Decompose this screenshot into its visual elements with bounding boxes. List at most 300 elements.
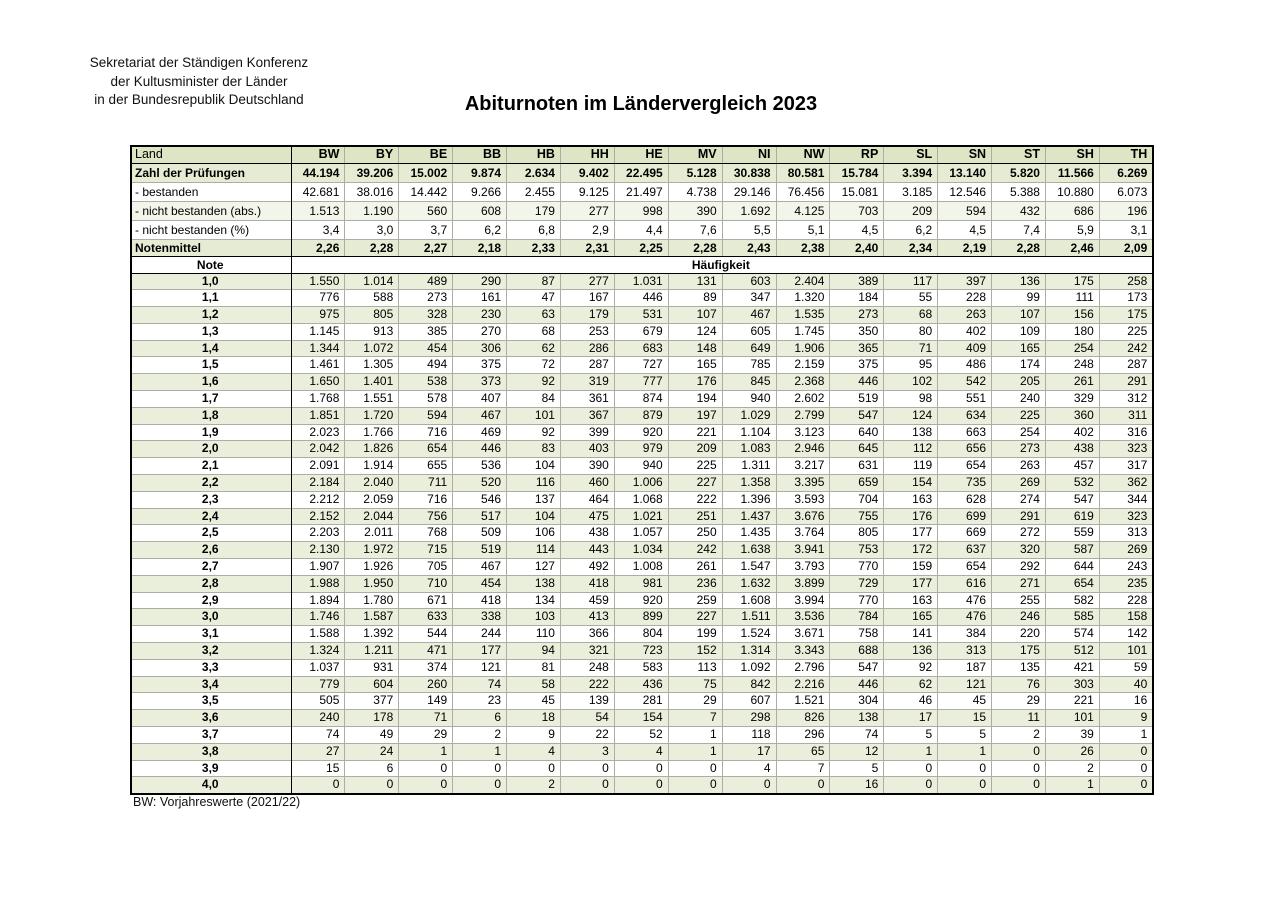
frequency-value-cell: 2: [992, 727, 1046, 744]
summary-value-cell: 39.206: [345, 163, 399, 182]
frequency-value-cell: 544: [399, 626, 453, 643]
note-label-cell: 1,0: [131, 273, 291, 290]
frequency-value-cell: 107: [668, 307, 722, 324]
frequency-value-cell: 476: [938, 609, 992, 626]
frequency-value-cell: 585: [1045, 609, 1099, 626]
frequency-value-cell: 879: [614, 407, 668, 424]
frequency-value-cell: 68: [507, 323, 561, 340]
frequency-value-cell: 124: [884, 407, 938, 424]
frequency-value-cell: 109: [992, 323, 1046, 340]
table-row: [131, 710, 1153, 727]
frequency-value-cell: 505: [291, 693, 345, 710]
frequency-value-cell: 1.401: [345, 374, 399, 391]
frequency-value-cell: 84: [507, 391, 561, 408]
note-label-cell: 1,5: [131, 357, 291, 374]
summary-value-cell: 5,5: [722, 220, 776, 239]
note-label-cell: 4,0: [131, 777, 291, 794]
frequency-value-cell: 124: [668, 323, 722, 340]
letterhead-line: in der Bundesrepublik Deutschland: [94, 92, 304, 107]
frequency-value-cell: 2.216: [776, 676, 830, 693]
summary-label-cell: Notenmittel: [131, 239, 291, 256]
frequency-value-cell: 347: [722, 290, 776, 307]
summary-value-cell: 2,46: [1045, 239, 1099, 256]
frequency-value-cell: 5: [830, 760, 884, 777]
frequency-value-cell: 587: [1045, 542, 1099, 559]
summary-value-cell: 9.874: [453, 163, 507, 182]
frequency-value-cell: 438: [560, 525, 614, 542]
frequency-value-cell: 329: [1045, 391, 1099, 408]
frequency-value-cell: 1: [668, 727, 722, 744]
frequency-value-cell: 117: [884, 273, 938, 290]
frequency-value-cell: 0: [453, 777, 507, 794]
note-label-cell: 1,7: [131, 391, 291, 408]
frequency-value-cell: 163: [884, 491, 938, 508]
summary-value-cell: 30.838: [722, 163, 776, 182]
table-row: [131, 391, 1153, 408]
frequency-value-cell: 413: [560, 609, 614, 626]
summary-value-cell: 3,1: [1099, 220, 1153, 239]
frequency-value-cell: 290: [453, 273, 507, 290]
frequency-value-cell: 1.305: [345, 357, 399, 374]
state-code-cell: ST: [992, 146, 1046, 163]
frequency-value-cell: 649: [722, 340, 776, 357]
frequency-value-cell: 0: [1099, 743, 1153, 760]
frequency-value-cell: 236: [668, 575, 722, 592]
frequency-value-cell: 87: [507, 273, 561, 290]
summary-value-cell: 2,28: [992, 239, 1046, 256]
frequency-value-cell: 174: [992, 357, 1046, 374]
frequency-value-cell: 975: [291, 307, 345, 324]
summary-value-cell: 594: [938, 201, 992, 220]
frequency-value-cell: 711: [399, 475, 453, 492]
frequency-value-cell: 633: [399, 609, 453, 626]
note-label-cell: 2,0: [131, 441, 291, 458]
frequency-value-cell: 136: [884, 643, 938, 660]
frequency-value-cell: 776: [291, 290, 345, 307]
frequency-value-cell: 1.550: [291, 273, 345, 290]
frequency-value-cell: 175: [992, 643, 1046, 660]
frequency-value-cell: 804: [614, 626, 668, 643]
frequency-value-cell: 136: [992, 273, 1046, 290]
note-label-cell: 1,9: [131, 424, 291, 441]
frequency-value-cell: 321: [560, 643, 614, 660]
frequency-value-cell: 0: [992, 760, 1046, 777]
summary-label-cell: Zahl der Prüfungen: [131, 163, 291, 182]
table-row: [131, 491, 1153, 508]
summary-value-cell: 15.784: [830, 163, 884, 182]
summary-value-cell: 9.402: [560, 163, 614, 182]
frequency-value-cell: 303: [1045, 676, 1099, 693]
summary-value-cell: 9.266: [453, 182, 507, 201]
summary-value-cell: 686: [1045, 201, 1099, 220]
frequency-value-cell: 26: [1045, 743, 1099, 760]
frequency-value-cell: 654: [938, 458, 992, 475]
frequency-value-cell: 519: [453, 542, 507, 559]
frequency-value-cell: 1.894: [291, 592, 345, 609]
frequency-value-cell: 1.008: [614, 559, 668, 576]
frequency-value-cell: 634: [938, 407, 992, 424]
note-label-cell: 3,7: [131, 727, 291, 744]
state-code-cell: HE: [614, 146, 668, 163]
state-code-cell: TH: [1099, 146, 1153, 163]
frequency-value-cell: 179: [560, 307, 614, 324]
frequency-value-cell: 0: [345, 777, 399, 794]
frequency-value-cell: 240: [291, 710, 345, 727]
frequency-value-cell: 0: [399, 777, 453, 794]
summary-value-cell: 11.566: [1045, 163, 1099, 182]
frequency-value-cell: 18: [507, 710, 561, 727]
frequency-value-cell: 492: [560, 559, 614, 576]
frequency-value-cell: 317: [1099, 458, 1153, 475]
frequency-value-cell: 2.159: [776, 357, 830, 374]
table-subheader-row: [131, 256, 1153, 273]
summary-value-cell: 2,09: [1099, 239, 1153, 256]
frequency-value-cell: 366: [560, 626, 614, 643]
frequency-value-cell: 142: [1099, 626, 1153, 643]
frequency-value-cell: 254: [992, 424, 1046, 441]
state-code-cell: BB: [453, 146, 507, 163]
frequency-value-cell: 784: [830, 609, 884, 626]
frequency-value-cell: 756: [399, 508, 453, 525]
table-grid: [130, 145, 1154, 795]
summary-value-cell: 29.146: [722, 182, 776, 201]
frequency-value-cell: 1.104: [722, 424, 776, 441]
table-row: [131, 609, 1153, 626]
summary-value-cell: 15.081: [830, 182, 884, 201]
frequency-value-cell: 220: [992, 626, 1046, 643]
frequency-value-cell: 11: [992, 710, 1046, 727]
frequency-value-cell: 542: [938, 374, 992, 391]
summary-value-cell: 5.820: [992, 163, 1046, 182]
frequency-value-cell: 699: [938, 508, 992, 525]
frequency-value-cell: 222: [668, 491, 722, 508]
frequency-value-cell: 102: [884, 374, 938, 391]
frequency-value-cell: 475: [560, 508, 614, 525]
note-label-cell: 1,2: [131, 307, 291, 324]
note-label-cell: 3,6: [131, 710, 291, 727]
frequency-value-cell: 313: [938, 643, 992, 660]
letterhead-line: der Kultusminister der Länder: [110, 73, 288, 89]
frequency-value-cell: 4: [722, 760, 776, 777]
frequency-value-cell: 1: [884, 743, 938, 760]
frequency-value-cell: 0: [560, 777, 614, 794]
frequency-value-cell: 0: [453, 760, 507, 777]
frequency-value-cell: 228: [1099, 592, 1153, 609]
frequency-value-cell: 344: [1099, 491, 1153, 508]
summary-value-cell: 4,5: [938, 220, 992, 239]
frequency-value-cell: 467: [453, 559, 507, 576]
frequency-value-cell: 173: [1099, 290, 1153, 307]
frequency-value-cell: 384: [938, 626, 992, 643]
table-row: [131, 163, 1153, 182]
frequency-value-cell: 785: [722, 357, 776, 374]
frequency-value-cell: 705: [399, 559, 453, 576]
frequency-value-cell: 286: [560, 340, 614, 357]
table-row: [131, 182, 1153, 201]
frequency-value-cell: 17: [884, 710, 938, 727]
frequency-value-cell: 464: [560, 491, 614, 508]
frequency-value-cell: 121: [453, 659, 507, 676]
frequency-value-cell: 899: [614, 609, 668, 626]
table-row: [131, 220, 1153, 239]
frequency-value-cell: 47: [507, 290, 561, 307]
state-code-cell: HH: [560, 146, 614, 163]
state-code-cell: BY: [345, 146, 399, 163]
frequency-value-cell: 277: [560, 273, 614, 290]
frequency-value-cell: 509: [453, 525, 507, 542]
frequency-value-cell: 273: [992, 441, 1046, 458]
frequency-value-cell: 311: [1099, 407, 1153, 424]
frequency-value-cell: 656: [938, 441, 992, 458]
frequency-value-cell: 2.602: [776, 391, 830, 408]
frequency-value-cell: 158: [1099, 609, 1153, 626]
table-row: [131, 727, 1153, 744]
frequency-value-cell: 1.435: [722, 525, 776, 542]
frequency-value-cell: 531: [614, 307, 668, 324]
frequency-value-cell: 209: [668, 441, 722, 458]
frequency-value-cell: 619: [1045, 508, 1099, 525]
frequency-value-cell: 27: [291, 743, 345, 760]
frequency-value-cell: 0: [614, 777, 668, 794]
frequency-value-cell: 604: [345, 676, 399, 693]
summary-value-cell: 432: [992, 201, 1046, 220]
frequency-value-cell: 755: [830, 508, 884, 525]
frequency-value-cell: 1.547: [722, 559, 776, 576]
frequency-value-cell: 777: [614, 374, 668, 391]
frequency-value-cell: 62: [507, 340, 561, 357]
frequency-value-cell: 770: [830, 592, 884, 609]
frequency-value-cell: 779: [291, 676, 345, 693]
frequency-value-cell: 1.092: [722, 659, 776, 676]
frequency-value-cell: 1.211: [345, 643, 399, 660]
frequency-value-cell: 49: [345, 727, 399, 744]
frequency-value-cell: 2.023: [291, 424, 345, 441]
summary-value-cell: 21.497: [614, 182, 668, 201]
frequency-value-cell: 3.343: [776, 643, 830, 660]
frequency-value-cell: 1: [1045, 777, 1099, 794]
summary-value-cell: 1.513: [291, 201, 345, 220]
frequency-value-cell: 154: [614, 710, 668, 727]
frequency-value-cell: 3.764: [776, 525, 830, 542]
note-label-cell: 1,3: [131, 323, 291, 340]
frequency-value-cell: 3.941: [776, 542, 830, 559]
frequency-value-cell: 172: [884, 542, 938, 559]
frequency-value-cell: 1.392: [345, 626, 399, 643]
frequency-value-cell: 222: [560, 676, 614, 693]
frequency-value-cell: 180: [1045, 323, 1099, 340]
frequency-value-cell: 1.988: [291, 575, 345, 592]
frequency-value-cell: 603: [722, 273, 776, 290]
frequency-value-cell: 16: [830, 777, 884, 794]
frequency-value-cell: 304: [830, 693, 884, 710]
frequency-value-cell: 360: [1045, 407, 1099, 424]
summary-value-cell: 12.546: [938, 182, 992, 201]
frequency-value-cell: 1.006: [614, 475, 668, 492]
frequency-value-cell: 1.650: [291, 374, 345, 391]
note-label-cell: 2,6: [131, 542, 291, 559]
frequency-value-cell: 269: [1099, 542, 1153, 559]
frequency-value-cell: 2.203: [291, 525, 345, 542]
frequency-value-cell: 139: [560, 693, 614, 710]
frequency-value-cell: 1: [938, 743, 992, 760]
frequency-value-cell: 375: [453, 357, 507, 374]
frequency-value-cell: 131: [668, 273, 722, 290]
frequency-value-cell: 94: [507, 643, 561, 660]
frequency-value-cell: 121: [938, 676, 992, 693]
frequency-value-cell: 2.799: [776, 407, 830, 424]
summary-value-cell: 2,19: [938, 239, 992, 256]
frequency-value-cell: 159: [884, 559, 938, 576]
frequency-value-cell: 654: [1045, 575, 1099, 592]
frequency-value-cell: 154: [884, 475, 938, 492]
frequency-value-cell: 227: [668, 475, 722, 492]
frequency-value-cell: 3.994: [776, 592, 830, 609]
frequency-value-cell: 1.396: [722, 491, 776, 508]
frequency-value-cell: 723: [614, 643, 668, 660]
frequency-value-cell: 0: [776, 777, 830, 794]
summary-value-cell: 3,7: [399, 220, 453, 239]
frequency-value-cell: 2.152: [291, 508, 345, 525]
note-label-cell: 3,5: [131, 693, 291, 710]
state-code-cell: RP: [830, 146, 884, 163]
frequency-value-cell: 242: [668, 542, 722, 559]
summary-label-cell: - bestanden: [131, 182, 291, 201]
frequency-value-cell: 165: [884, 609, 938, 626]
frequency-value-cell: 365: [830, 340, 884, 357]
summary-value-cell: 76.456: [776, 182, 830, 201]
frequency-value-cell: 375: [830, 357, 884, 374]
frequency-value-cell: 402: [1045, 424, 1099, 441]
frequency-value-cell: 1: [1099, 727, 1153, 744]
summary-value-cell: 5,9: [1045, 220, 1099, 239]
frequency-value-cell: 1.511: [722, 609, 776, 626]
table-row: [131, 743, 1153, 760]
frequency-value-cell: 0: [938, 777, 992, 794]
frequency-value-cell: 7: [668, 710, 722, 727]
state-code-cell: MV: [668, 146, 722, 163]
summary-value-cell: 10.880: [1045, 182, 1099, 201]
frequency-value-cell: 205: [992, 374, 1046, 391]
frequency-value-cell: 272: [992, 525, 1046, 542]
frequency-value-cell: 260: [399, 676, 453, 693]
frequency-value-cell: 89: [668, 290, 722, 307]
frequency-value-cell: 29: [668, 693, 722, 710]
frequency-value-cell: 1.746: [291, 609, 345, 626]
frequency-value-cell: 156: [1045, 307, 1099, 324]
frequency-value-cell: 323: [1099, 441, 1153, 458]
frequency-value-cell: 0: [560, 760, 614, 777]
frequency-value-cell: 137: [507, 491, 561, 508]
frequency-value-cell: 199: [668, 626, 722, 643]
frequency-value-cell: 45: [507, 693, 561, 710]
frequency-value-cell: 0: [1099, 777, 1153, 794]
frequency-value-cell: 221: [668, 424, 722, 441]
table-row: [131, 508, 1153, 525]
frequency-value-cell: 547: [830, 659, 884, 676]
summary-value-cell: 2,9: [560, 220, 614, 239]
frequency-value-cell: 298: [722, 710, 776, 727]
frequency-value-cell: 235: [1099, 575, 1153, 592]
summary-value-cell: 2,31: [560, 239, 614, 256]
summary-value-cell: 2,40: [830, 239, 884, 256]
note-label-cell: 1,1: [131, 290, 291, 307]
frequency-value-cell: 467: [453, 407, 507, 424]
frequency-value-cell: 312: [1099, 391, 1153, 408]
frequency-value-cell: 296: [776, 727, 830, 744]
frequency-value-cell: 58: [507, 676, 561, 693]
frequency-value-cell: 74: [291, 727, 345, 744]
frequency-value-cell: 805: [830, 525, 884, 542]
frequency-value-cell: 273: [399, 290, 453, 307]
frequency-value-cell: 4: [614, 743, 668, 760]
frequency-value-cell: 471: [399, 643, 453, 660]
summary-value-cell: 2,33: [507, 239, 561, 256]
frequency-value-cell: 1.358: [722, 475, 776, 492]
frequency-value-cell: 1: [668, 743, 722, 760]
frequency-value-cell: 3.793: [776, 559, 830, 576]
summary-value-cell: 7,4: [992, 220, 1046, 239]
frequency-value-cell: 1.311: [722, 458, 776, 475]
table-row: [131, 340, 1153, 357]
state-code-cell: SN: [938, 146, 992, 163]
frequency-value-cell: 0: [992, 777, 1046, 794]
frequency-value-cell: 104: [507, 508, 561, 525]
frequency-value-cell: 547: [1045, 491, 1099, 508]
note-label-cell: 1,6: [131, 374, 291, 391]
summary-value-cell: 2,18: [453, 239, 507, 256]
frequency-value-cell: 981: [614, 575, 668, 592]
frequency-value-cell: 758: [830, 626, 884, 643]
table-row: [131, 357, 1153, 374]
table-row: [131, 407, 1153, 424]
table-row: [131, 374, 1153, 391]
frequency-value-cell: 1.551: [345, 391, 399, 408]
frequency-value-cell: 0: [938, 760, 992, 777]
table-row: [131, 626, 1153, 643]
frequency-value-cell: 546: [453, 491, 507, 508]
state-code-cell: HB: [507, 146, 561, 163]
frequency-value-cell: 135: [992, 659, 1046, 676]
frequency-value-cell: 3.671: [776, 626, 830, 643]
frequency-value-cell: 29: [992, 693, 1046, 710]
frequency-value-cell: 248: [560, 659, 614, 676]
frequency-value-cell: 605: [722, 323, 776, 340]
state-code-cell: SL: [884, 146, 938, 163]
summary-value-cell: 6.269: [1099, 163, 1153, 182]
note-label-cell: 2,5: [131, 525, 291, 542]
frequency-value-cell: 243: [1099, 559, 1153, 576]
frequency-value-cell: 250: [668, 525, 722, 542]
frequency-value-cell: 72: [507, 357, 561, 374]
frequency-value-cell: 81: [507, 659, 561, 676]
frequency-value-cell: 248: [1045, 357, 1099, 374]
frequency-value-cell: 460: [560, 475, 614, 492]
summary-value-cell: 14.442: [399, 182, 453, 201]
note-label-cell: 1,8: [131, 407, 291, 424]
frequency-value-cell: 2.368: [776, 374, 830, 391]
frequency-value-cell: 729: [830, 575, 884, 592]
frequency-value-cell: 588: [345, 290, 399, 307]
frequency-value-cell: 2.040: [345, 475, 399, 492]
frequency-value-cell: 175: [1045, 273, 1099, 290]
frequency-value-cell: 350: [830, 323, 884, 340]
frequency-value-cell: 920: [614, 592, 668, 609]
frequency-value-cell: 71: [884, 340, 938, 357]
frequency-value-cell: 258: [1099, 273, 1153, 290]
frequency-value-cell: 645: [830, 441, 884, 458]
frequency-value-cell: 640: [830, 424, 884, 441]
frequency-value-cell: 255: [992, 592, 1046, 609]
